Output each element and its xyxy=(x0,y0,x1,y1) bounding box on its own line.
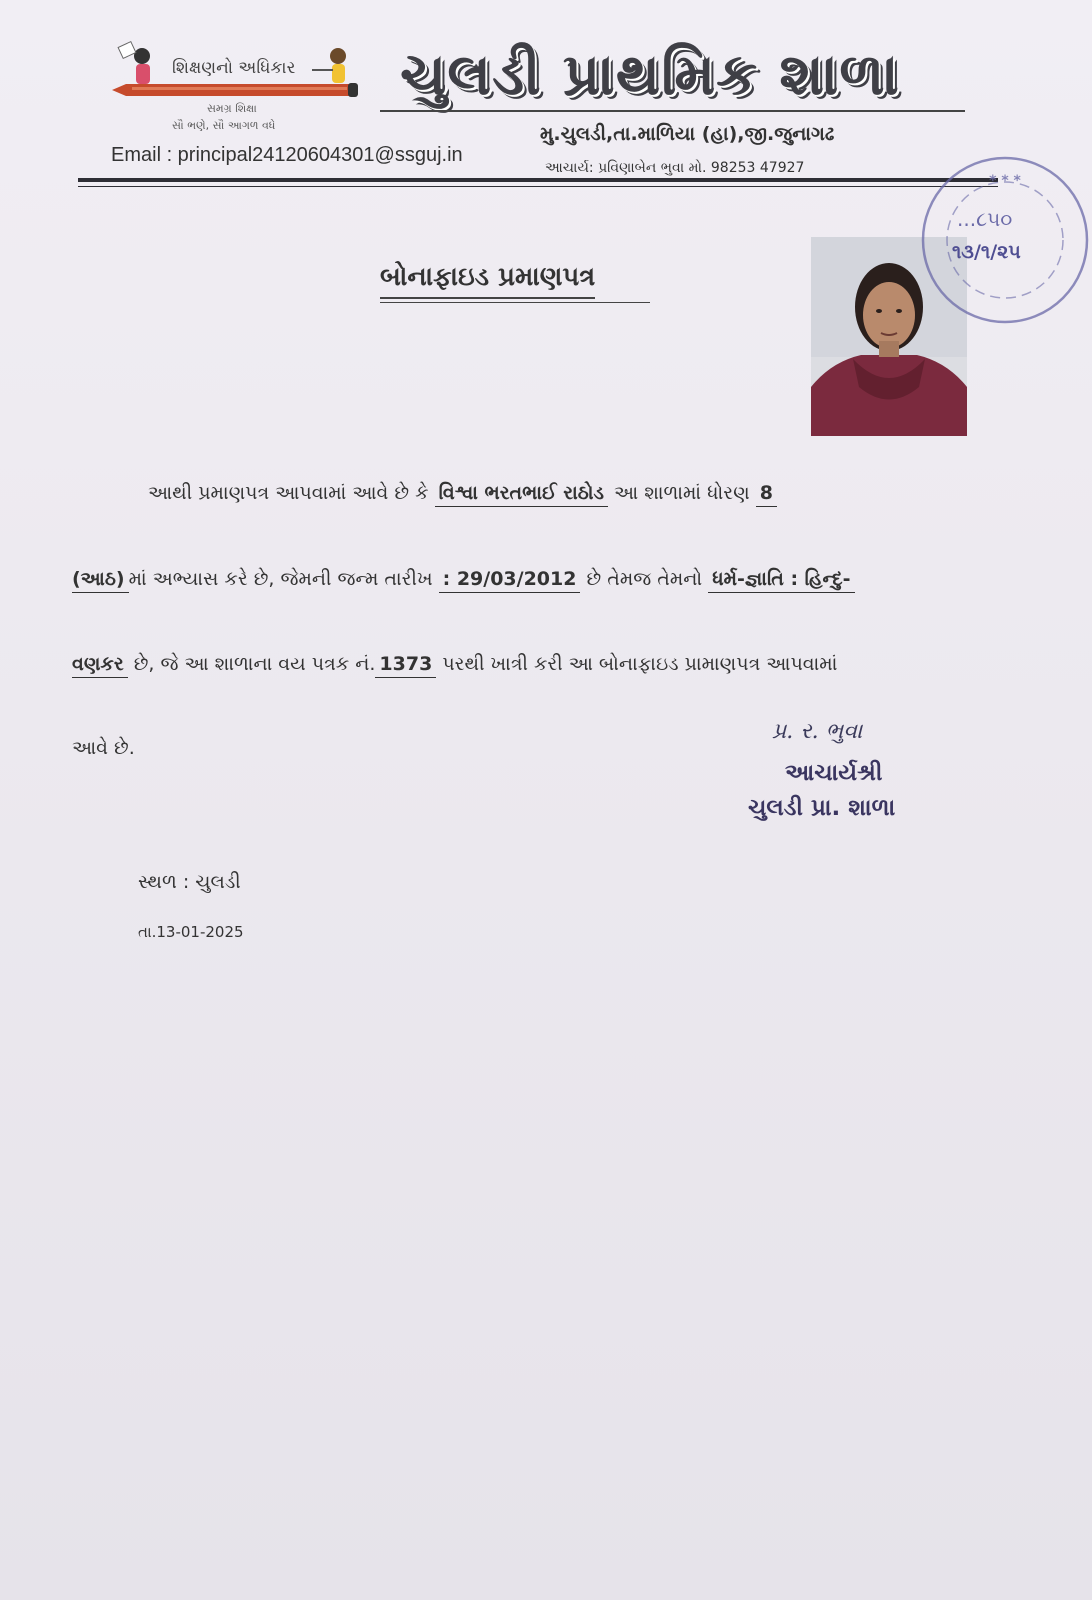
student-name: વિશ્વા ભરતભાઈ રાઠોડ xyxy=(435,482,608,507)
logo-program: સમગ્ર શિક્ષા xyxy=(207,102,257,115)
principal-contact: આચાર્ય: પ્રવિણાબેન ભુવા મો. 98253 47927 xyxy=(545,160,805,176)
body-text: આથી પ્રમાણપત્ર આપવામાં આવે છે કે xyxy=(148,482,435,504)
body-line-1 xyxy=(148,482,777,504)
logo-motto: સૌ ભણે, સૌ આગળ વધે xyxy=(172,119,276,132)
stamp-number: ...૮૫૦ xyxy=(957,207,1013,231)
body-text: માં અભ્યાસ કરે છે, જેમની જન્મ તારીખ xyxy=(128,568,439,590)
body-line-2 xyxy=(72,568,855,590)
caste-value: વણકર xyxy=(72,653,128,678)
body-line-4: આવે છે. xyxy=(72,737,135,759)
school-name: ચુલડી પ્રાથમિક શાળા xyxy=(400,40,900,108)
logo-slogan: શિક્ષણનો અધિકાર xyxy=(172,58,296,78)
signature-scribble-icon xyxy=(770,708,920,748)
signatory-school: ચુલડી પ્રા. શાળા xyxy=(748,795,896,821)
body-line-3 xyxy=(72,653,837,675)
place: સ્થળ : ચુલડી xyxy=(138,871,241,893)
signature-text: પ્ર. ર. ભુવા xyxy=(772,719,863,744)
email-address: Email : principal24120604301@ssguj.in xyxy=(111,144,463,166)
school-seal-stamp xyxy=(907,145,1092,325)
samagra-shiksha-logo xyxy=(112,40,367,140)
school-address: મુ.ચુલડી,તા.માળિયા (હા),જી.જુનાગઢ xyxy=(540,123,835,145)
date-of-birth: : 29/03/2012 xyxy=(439,568,581,593)
body-text: પરથી ખાત્રી કરી આ બોનાફાઇડ પ્રામાણપત્ર આપવામાં xyxy=(436,653,838,675)
body-text: છે, જે આ શાળાના વય પત્રક નં. xyxy=(127,653,376,675)
title-underline xyxy=(380,302,650,303)
register-number: 1373 xyxy=(375,653,436,678)
religion-caste: ધર્મ-જ્ઞાતિ : હિન્દુ- xyxy=(708,568,854,593)
body-text: છે તેમજ તેમનો xyxy=(580,568,709,590)
stamp-date: ૧૩/૧/૨૫ xyxy=(952,241,1021,263)
principal-signature xyxy=(770,708,920,748)
header-rule-thick xyxy=(78,178,998,182)
header-rule-thin xyxy=(78,186,998,187)
issue-date: તા.13-01-2025 xyxy=(138,923,244,941)
signatory-title: આચાર્યશ્રી xyxy=(785,760,883,786)
svg-text:* * *: * * * xyxy=(989,173,1021,189)
grade-word: (આઠ) xyxy=(72,568,129,593)
certificate-title: બોનાફાઇડ પ્રમાણપત્ર xyxy=(380,262,595,299)
body-text: આ શાળામાં ધોરણ xyxy=(607,482,756,504)
round-seal-icon xyxy=(907,145,1092,325)
grade-number: 8 xyxy=(756,482,777,507)
header-divider xyxy=(380,110,965,112)
